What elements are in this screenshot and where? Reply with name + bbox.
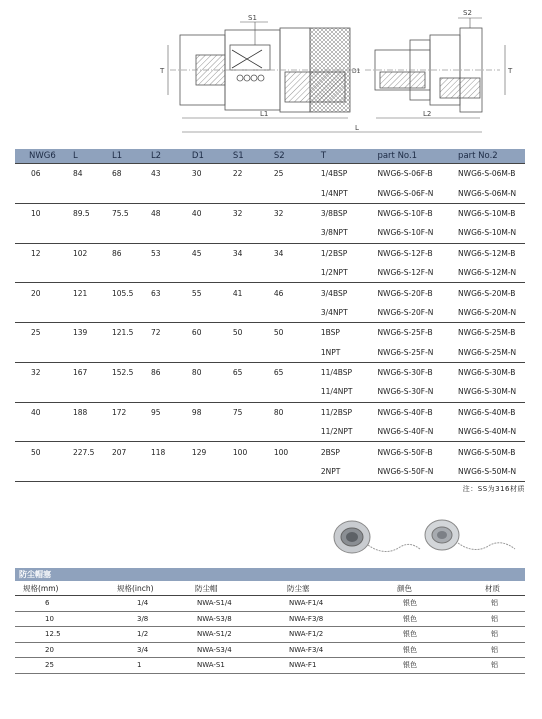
spec-table (15, 149, 525, 482)
cell-part-no-1: NWG6-S-50F-B (377, 447, 433, 457)
cell-size: 25 (31, 328, 41, 338)
cap-col-mm: 规格(mm) (15, 581, 103, 596)
cell-cap-model: NWA-S1/2 (191, 627, 279, 643)
cell-l2 (141, 303, 182, 323)
cell-part-no-2: NWG6-S-06M-B (458, 164, 525, 184)
cell-part-no-1: NWG6-S-30F-N (367, 382, 458, 402)
cell-d1: 40 (191, 208, 202, 218)
cell-thread: 1/2NPT (305, 263, 368, 283)
cell-s2: 50 (273, 328, 284, 338)
cell-color: 银色 (383, 627, 467, 643)
label-l1: L1 (260, 110, 269, 118)
cell-part-no-2: NWG6-S-20M-B (458, 288, 516, 298)
cell-d1: 80 (191, 368, 202, 378)
cell-size-mm: 12.5 (15, 627, 103, 643)
cell-d1 (182, 462, 223, 482)
cell-size (15, 343, 59, 363)
cell-size: 06 (15, 164, 59, 184)
cell-l1: 86 (111, 248, 122, 258)
cap-col-plug: 防尘塞 (279, 581, 383, 596)
dust-cap-photos (330, 515, 525, 559)
table-row (15, 283, 525, 303)
label-t-right: T (508, 67, 513, 75)
table-row (15, 303, 525, 323)
cell-size-mm: 10 (15, 611, 103, 627)
cell-d1 (182, 382, 223, 402)
table-row (15, 164, 525, 184)
cell-thread: 2BSP (320, 447, 340, 457)
cell-l1 (100, 422, 141, 442)
dust-plug-image (425, 520, 515, 550)
cell-color: 银色 (383, 642, 467, 658)
cell-s2 (264, 343, 305, 363)
cell-l (59, 223, 100, 243)
cell-l1 (100, 263, 141, 283)
cell-size-mm: 25 (15, 658, 103, 674)
cell-part-no-1: NWG6-S-06F-N (367, 183, 458, 203)
cell-part-no-1: NWG6-S-40F-N (367, 422, 458, 442)
cell-s1 (223, 382, 264, 402)
cap-col-cap: 防尘帽 (191, 581, 279, 596)
cell-plug-model: NWA-F3/4 (279, 642, 383, 658)
col-header-part-no-1: part No.1 (367, 149, 458, 164)
spec-table-header (15, 149, 525, 164)
cell-l2 (141, 183, 182, 203)
cell-l2 (141, 223, 182, 243)
cell-d1: 60 (191, 328, 202, 338)
table-row (15, 323, 525, 343)
cell-l2: 86 (150, 368, 161, 378)
cell-size-inch: 3/8 (103, 611, 191, 627)
table-row (15, 263, 525, 283)
cell-cap-model: NWA-S1/4 (191, 596, 279, 612)
cell-part-no-1: NWG6-S-20F-N (367, 303, 458, 323)
cell-size-inch: 1/4 (103, 596, 191, 612)
cell-s2 (264, 382, 305, 402)
label-s2: S2 (463, 9, 472, 17)
cell-d1: 98 (191, 407, 202, 417)
cell-d1 (182, 343, 223, 363)
cell-l1 (100, 382, 141, 402)
coupling-drawing (0, 0, 542, 145)
cell-color: 银色 (383, 611, 467, 627)
table-row (15, 596, 525, 612)
cell-thread: 11/4BSP (320, 368, 353, 378)
cell-s2: 65 (273, 368, 284, 378)
table-row (15, 243, 525, 263)
cell-s1: 75 (232, 407, 243, 417)
cell-part-no-2: NWG6-S-50M-B (458, 447, 516, 457)
col-header-s1: S1 (223, 149, 264, 164)
cell-l2: 72 (150, 328, 161, 338)
cell-thread: 11/2NPT (305, 422, 368, 442)
cell-s2: 100 (273, 447, 289, 457)
col-header-nwg6: NWG6 (15, 149, 59, 164)
cell-thread: 1/4NPT (305, 183, 368, 203)
cell-thread: 3/4NPT (305, 303, 368, 323)
cell-part-no-1: NWG6-S-20F-B (377, 288, 433, 298)
cell-s2 (264, 303, 305, 323)
cell-l1: 172 (111, 407, 127, 417)
table-row (15, 658, 525, 674)
female-coupler-body (170, 28, 360, 112)
cell-part-no-1: NWG6-S-10F-N (367, 223, 458, 243)
cell-l: 84 (59, 164, 100, 184)
cell-l: 188 (72, 407, 88, 417)
table-row (15, 362, 525, 382)
label-l: L (355, 124, 359, 132)
cell-thread: 1BSP (320, 328, 340, 338)
table-row (15, 183, 525, 203)
cell-size-mm: 20 (15, 642, 103, 658)
cell-d1: 45 (191, 248, 202, 258)
cell-l1 (100, 183, 141, 203)
cell-s1 (223, 183, 264, 203)
spec-table-body (15, 164, 525, 482)
cell-size: 20 (31, 288, 41, 298)
cell-l1 (100, 343, 141, 363)
cell-d1 (182, 183, 223, 203)
col-header-s2: S2 (264, 149, 305, 164)
col-header-l2: L2 (141, 149, 182, 164)
cell-l1: 207 (111, 447, 127, 457)
cell-part-no-2: NWG6-S-10M-N (458, 223, 525, 243)
cell-color: 银色 (383, 596, 467, 612)
dust-cap-table-body (15, 596, 525, 674)
cell-plug-model: NWA-F3/8 (279, 611, 383, 627)
cap-col-inch: 规格(inch) (103, 581, 191, 596)
table-row (15, 462, 525, 482)
cell-s1: 34 (232, 248, 243, 258)
cell-size: 40 (31, 407, 41, 417)
table-row (15, 382, 525, 402)
cell-part-no-2: NWG6-S-25M-N (458, 343, 525, 363)
cell-l (59, 343, 100, 363)
male-plug-body (365, 28, 500, 112)
cell-plug-model: NWA-F1 (279, 658, 383, 674)
cell-l2 (141, 422, 182, 442)
cell-l1: 121.5 (111, 328, 134, 338)
cell-size (15, 303, 59, 323)
cell-part-no-2: NWG6-S-40M-B (458, 407, 516, 417)
cell-l (59, 183, 100, 203)
cell-s2: 34 (273, 248, 284, 258)
cell-size (15, 462, 59, 482)
cell-s2: 32 (273, 208, 284, 218)
cell-thread: 3/8NPT (305, 223, 368, 243)
cell-size (15, 183, 59, 203)
cell-part-no-1: NWG6-S-06F-B (367, 164, 458, 184)
cell-material: 铝 (467, 642, 525, 658)
cell-s1 (223, 263, 264, 283)
cell-size (15, 422, 59, 442)
cell-s2 (264, 462, 305, 482)
cell-thread: 1/2BSP (320, 248, 348, 258)
cell-s1 (223, 422, 264, 442)
cell-l (59, 263, 100, 283)
cell-l2: 53 (150, 248, 161, 258)
cell-s2: 80 (273, 407, 284, 417)
cap-col-material: 材质 (467, 581, 525, 596)
table-row (15, 442, 525, 462)
cell-part-no-2: NWG6-S-30M-B (458, 368, 516, 378)
cell-l2: 63 (150, 288, 161, 298)
cell-part-no-2: NWG6-S-50M-N (458, 462, 525, 482)
cell-plug-model: NWA-F1/2 (279, 627, 383, 643)
cell-l: 102 (72, 248, 88, 258)
cell-part-no-1: NWG6-S-12F-N (367, 263, 458, 283)
cell-l1 (100, 462, 141, 482)
cell-part-no-2: NWG6-S-12M-N (458, 263, 525, 283)
table-row (15, 203, 525, 223)
cell-size: 50 (31, 447, 41, 457)
cell-thread: 2NPT (305, 462, 368, 482)
cell-part-no-1: NWG6-S-30F-B (377, 368, 433, 378)
cell-l: 227.5 (72, 447, 95, 457)
col-header-t: T (305, 149, 368, 164)
cell-part-no-2: NWG6-S-40M-N (458, 422, 525, 442)
cell-l2: 43 (141, 164, 182, 184)
cell-part-no-1: NWG6-S-12F-B (377, 248, 433, 258)
cell-part-no-1: NWG6-S-40F-B (377, 407, 433, 417)
cell-part-no-2: NWG6-S-10M-B (458, 208, 516, 218)
cell-d1 (182, 422, 223, 442)
label-d1: D1 (352, 68, 361, 75)
cell-d1: 30 (182, 164, 223, 184)
cell-part-no-1: NWG6-S-10F-B (377, 208, 433, 218)
table-row (15, 611, 525, 627)
cell-s1 (223, 303, 264, 323)
cell-size-inch: 3/4 (103, 642, 191, 658)
cell-d1: 55 (191, 288, 202, 298)
cell-part-no-1: NWG6-S-50F-N (367, 462, 458, 482)
cell-thread: 1/4BSP (305, 164, 368, 184)
cell-cap-model: NWA-S3/8 (191, 611, 279, 627)
table-row (15, 422, 525, 442)
table-row (15, 627, 525, 643)
cell-d1: 129 (191, 447, 207, 457)
cell-part-no-1: NWG6-S-25F-N (367, 343, 458, 363)
cell-l: 139 (72, 328, 88, 338)
label-s1: S1 (248, 14, 257, 22)
cell-thread: 11/4NPT (305, 382, 368, 402)
material-note: 注：SS为316材质 (462, 485, 525, 493)
cell-l2: 95 (150, 407, 161, 417)
cell-s2 (264, 263, 305, 283)
cell-material: 铝 (467, 611, 525, 627)
cell-s1: 100 (232, 447, 248, 457)
cell-d1 (182, 223, 223, 243)
cell-l1: 152.5 (111, 368, 134, 378)
cell-part-no-2: NWG6-S-30M-N (458, 382, 525, 402)
cell-s1: 32 (232, 208, 243, 218)
cell-d1 (182, 303, 223, 323)
cell-l2 (141, 462, 182, 482)
cell-size (15, 223, 59, 243)
table-row (15, 343, 525, 363)
cell-material: 铝 (467, 596, 525, 612)
cell-l (59, 382, 100, 402)
cell-l1: 75.5 (111, 208, 129, 218)
cell-thread: 3/8BSP (320, 208, 348, 218)
cell-cap-model: NWA-S1 (191, 658, 279, 674)
col-header-l1: L1 (100, 149, 141, 164)
cell-l1 (100, 303, 141, 323)
cell-s2: 46 (273, 288, 284, 298)
label-l2: L2 (423, 110, 432, 118)
cell-part-no-2: NWG6-S-25M-B (458, 328, 516, 338)
cell-s1: 22 (223, 164, 264, 184)
cell-size: 12 (31, 248, 41, 258)
cell-size: 32 (31, 368, 41, 378)
cap-col-color: 颜色 (383, 581, 467, 596)
cell-material: 铝 (467, 627, 525, 643)
cell-s2 (264, 183, 305, 203)
cell-s1 (223, 343, 264, 363)
cell-s1 (223, 462, 264, 482)
cell-l (59, 303, 100, 323)
cell-size-inch: 1/2 (103, 627, 191, 643)
col-header-d1: D1 (182, 149, 223, 164)
cell-l2 (141, 382, 182, 402)
cell-l1: 105.5 (111, 288, 134, 298)
cell-l (59, 462, 100, 482)
label-t-left: T (160, 67, 165, 75)
cell-material: 铝 (467, 658, 525, 674)
cell-l2 (141, 263, 182, 283)
cell-plug-model: NWA-F1/4 (279, 596, 383, 612)
dust-cap-section-header (15, 568, 525, 581)
cell-thread: 3/4BSP (320, 288, 348, 298)
cell-s1: 65 (232, 368, 243, 378)
cell-l (59, 422, 100, 442)
cell-d1 (182, 263, 223, 283)
cell-color: 银色 (383, 658, 467, 674)
cell-size: 10 (31, 208, 41, 218)
dust-cap-table-header (15, 581, 525, 596)
cell-part-no-2: NWG6-S-06M-N (458, 183, 525, 203)
cell-size-inch: 1 (103, 658, 191, 674)
cell-thread: 1NPT (305, 343, 368, 363)
cell-part-no-2: NWG6-S-12M-B (458, 248, 516, 258)
cell-l1 (100, 223, 141, 243)
cell-cap-model: NWA-S3/4 (191, 642, 279, 658)
cell-l: 167 (72, 368, 88, 378)
cell-part-no-2: NWG6-S-20M-N (458, 303, 525, 323)
col-header-part-no-2: part No.2 (458, 149, 525, 164)
cell-s2: 25 (264, 164, 305, 184)
dust-cap-table (15, 581, 525, 674)
table-row (15, 223, 525, 243)
cell-size (15, 263, 59, 283)
cell-s1: 41 (232, 288, 243, 298)
table-row (15, 402, 525, 422)
dust-cap-title: 防尘帽塞 (19, 570, 51, 579)
cell-thread: 11/2BSP (320, 407, 353, 417)
cell-l: 121 (72, 288, 88, 298)
cell-l1: 68 (100, 164, 141, 184)
cell-l: 89.5 (72, 208, 90, 218)
col-header-l: L (59, 149, 100, 164)
cell-part-no-1: NWG6-S-25F-B (377, 328, 433, 338)
dust-cap-image (334, 521, 420, 553)
table-row (15, 642, 525, 658)
cell-s2 (264, 223, 305, 243)
cell-s1 (223, 223, 264, 243)
cell-l2 (141, 343, 182, 363)
cell-s2 (264, 422, 305, 442)
cell-l2: 48 (150, 208, 161, 218)
cell-s1: 50 (232, 328, 243, 338)
cell-size (15, 382, 59, 402)
cell-l2: 118 (150, 447, 166, 457)
cell-size-mm: 6 (15, 596, 103, 612)
